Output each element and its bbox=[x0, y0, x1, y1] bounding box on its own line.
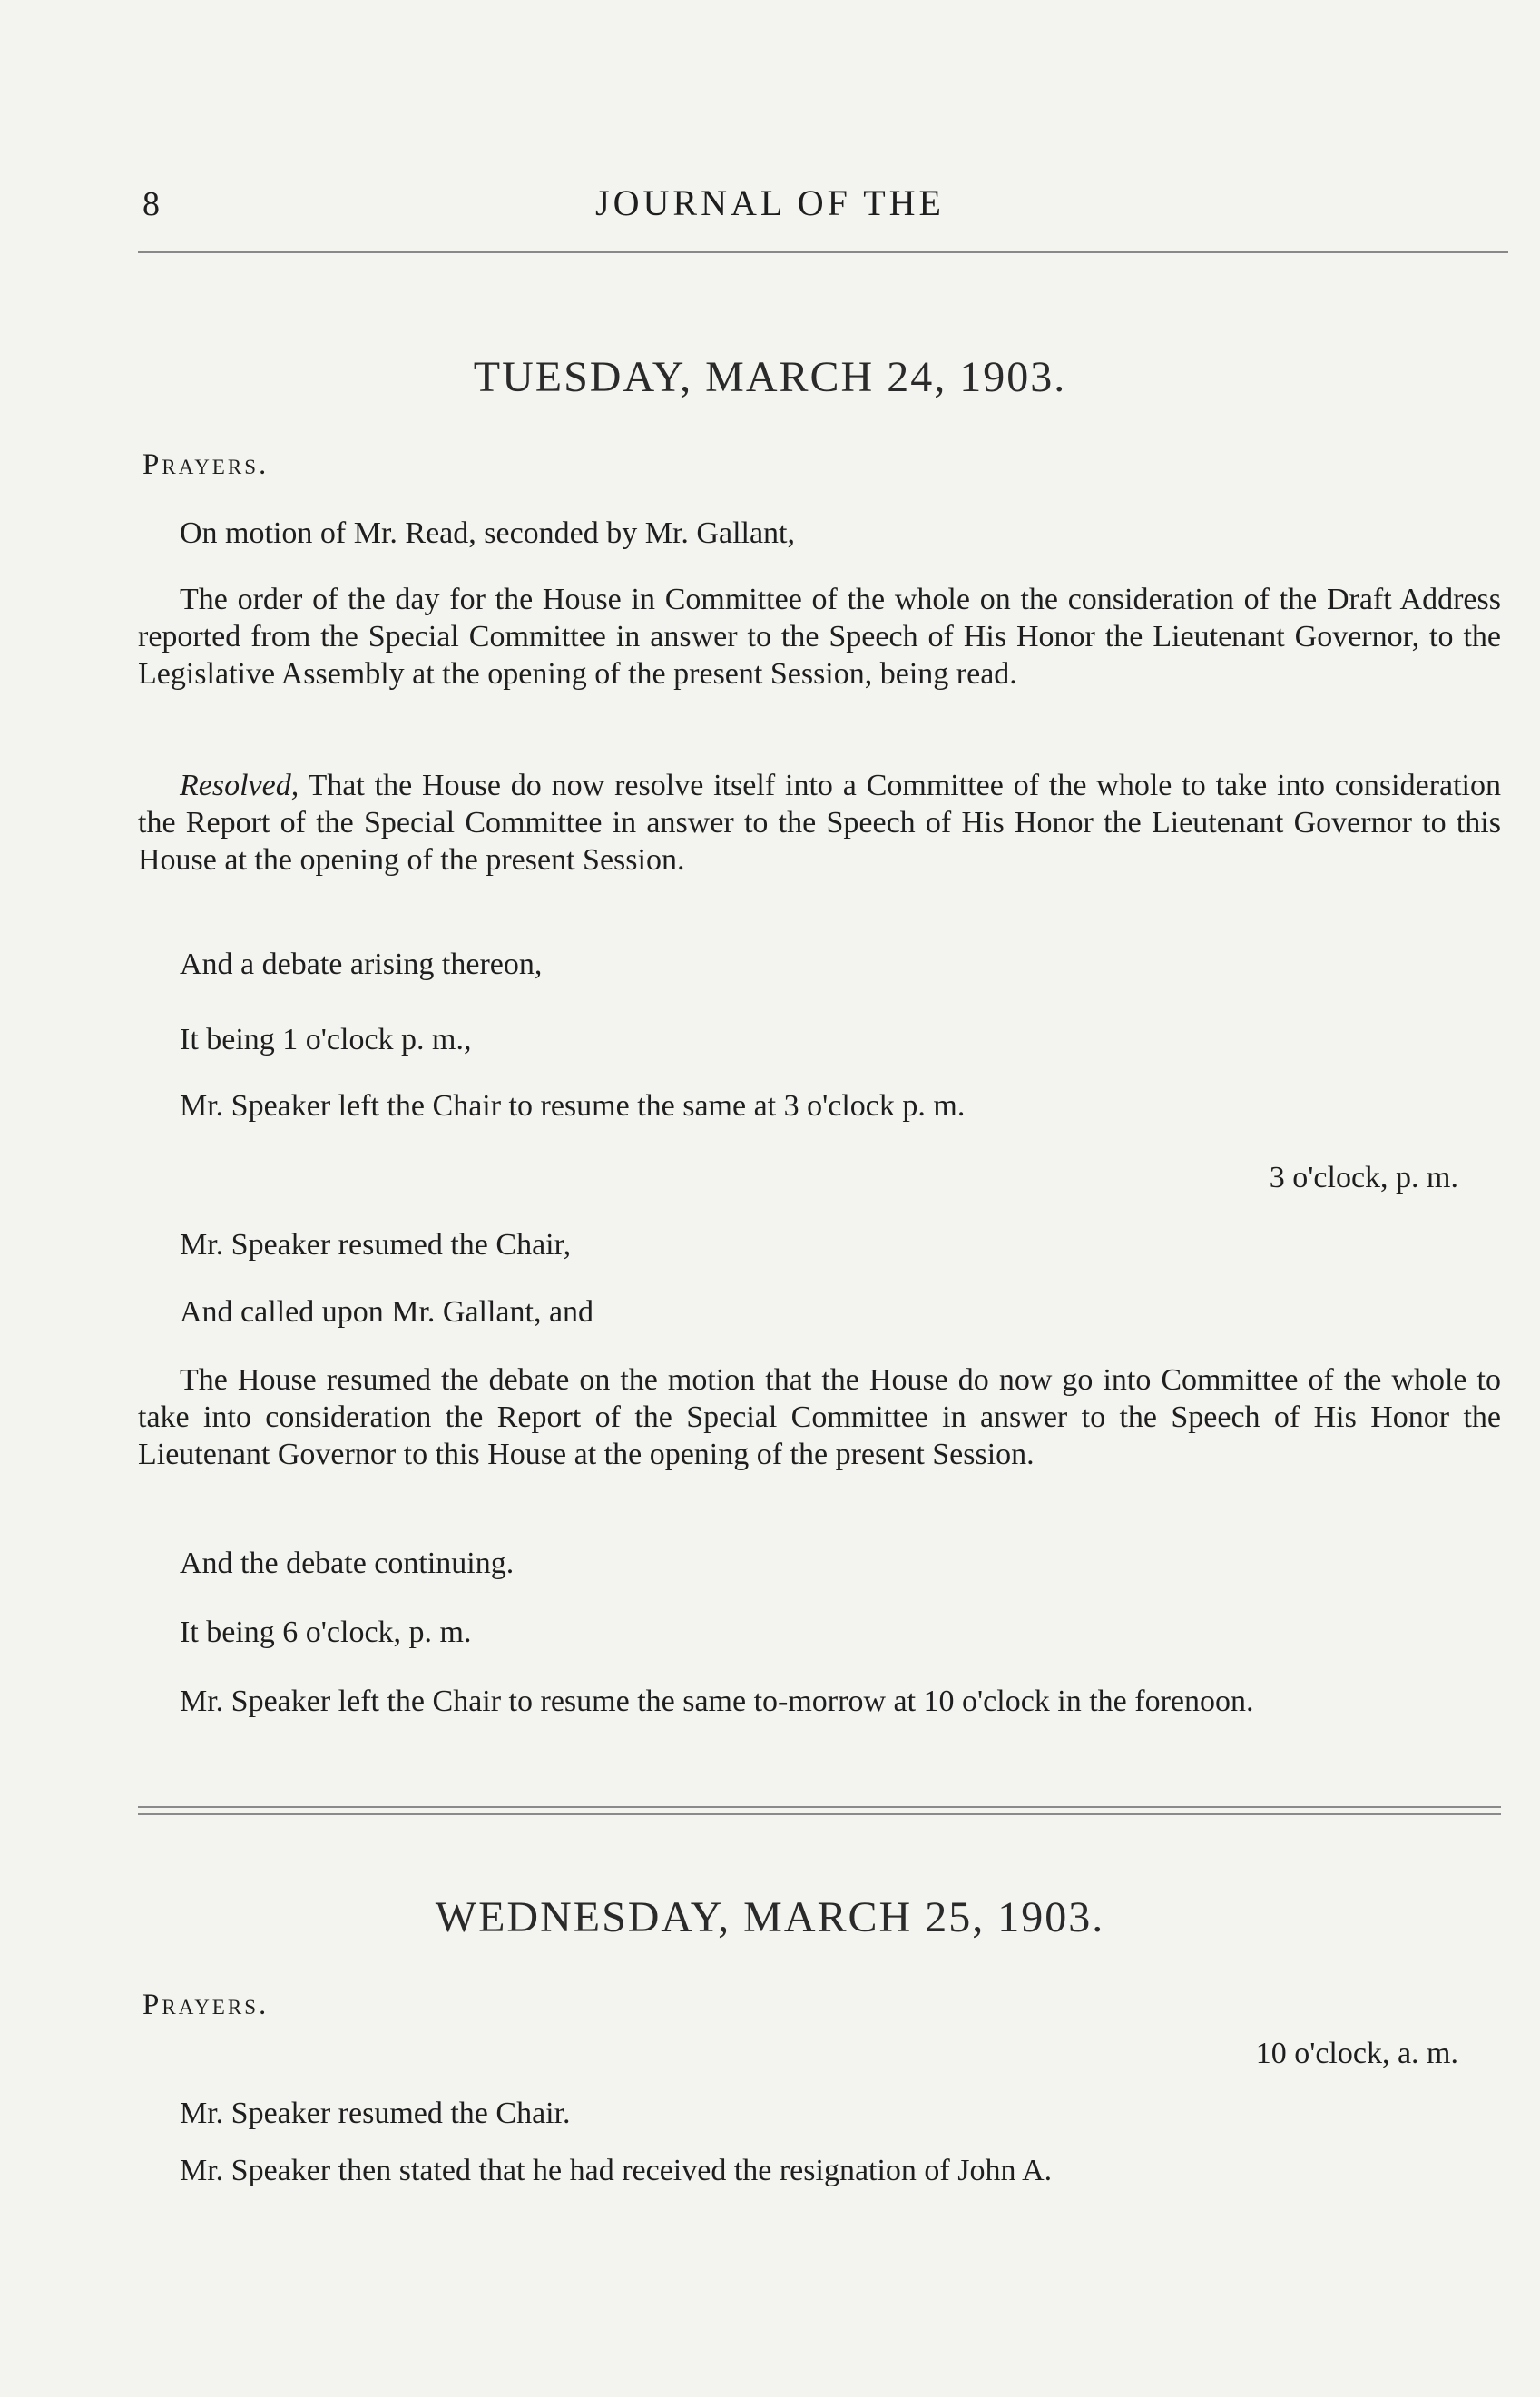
three-oclock-time: 3 o'clock, p. m. bbox=[1269, 1161, 1458, 1194]
day-separator-rule bbox=[138, 1806, 1501, 1815]
speaker-resumed-line-wednesday: Mr. Speaker resumed the Chair. bbox=[180, 2097, 571, 2130]
prayers-label: Prayers. bbox=[142, 448, 270, 481]
motion-line: On motion of Mr. Read, seconded by Mr. Gallant, bbox=[180, 516, 796, 550]
one-oclock-line: It being 1 o'clock p. m., bbox=[180, 1023, 472, 1056]
ten-oclock-time: 10 o'clock, a. m. bbox=[1255, 2037, 1458, 2070]
called-upon-line: And called upon Mr. Gallant, and bbox=[180, 1295, 594, 1329]
date-heading-wednesday: WEDNESDAY, MARCH 25, 1903. bbox=[435, 1893, 1105, 1941]
adjournment-paragraph: Mr. Speaker left the Chair to resume the same to-morrow at 10 o'clock in the forenoon. bbox=[180, 1685, 1254, 1718]
debate-arising-line: And a debate arising thereon, bbox=[180, 948, 543, 981]
resolved-word: Resolved, bbox=[180, 769, 299, 802]
resolved-paragraph bbox=[138, 767, 1501, 879]
resolved-text: That the House do now resolve itself into a Committee of the whole to take into consideration the Report of the Special Committee in answer to the Speech of His Honor the Lieutenant Governor to this House at the opening of the present Session. bbox=[138, 769, 1501, 877]
speaker-resumed-line: Mr. Speaker resumed the Chair, bbox=[180, 1228, 572, 1262]
six-oclock-line: It being 6 o'clock, p. m. bbox=[180, 1616, 472, 1649]
resumed-debate-paragraph: The House resumed the debate on the motion that the House do now go into Committee of the whole to take into consideration the Report of the Special Committee in answer to the Speech of His Honor the Lieutenant Governor to this House at the opening of the present Session. bbox=[138, 1363, 1501, 1471]
page-number: 8 bbox=[142, 185, 160, 223]
running-head: JOURNAL OF THE bbox=[595, 182, 945, 223]
date-heading-tuesday: TUESDAY, MARCH 24, 1903. bbox=[473, 353, 1067, 401]
header-rule bbox=[138, 251, 1508, 253]
prayers-label-wednesday: Prayers. bbox=[142, 1989, 270, 2021]
order-of-day-paragraph: The order of the day for the House in Committee of the whole on the consideration of the Draft Address reported from the Special Committee in answer to the Speech of His Honor the Lieutenant Governor, to the Legislative Assembly at the opening of the present Session, being read. bbox=[138, 583, 1501, 691]
resignation-line: Mr. Speaker then stated that he had received the resignation of John A. bbox=[180, 2154, 1053, 2187]
debate-continuing-line: And the debate continuing. bbox=[180, 1547, 515, 1580]
speaker-left-line: Mr. Speaker left the Chair to resume the same at 3 o'clock p. m. bbox=[180, 1089, 966, 1123]
